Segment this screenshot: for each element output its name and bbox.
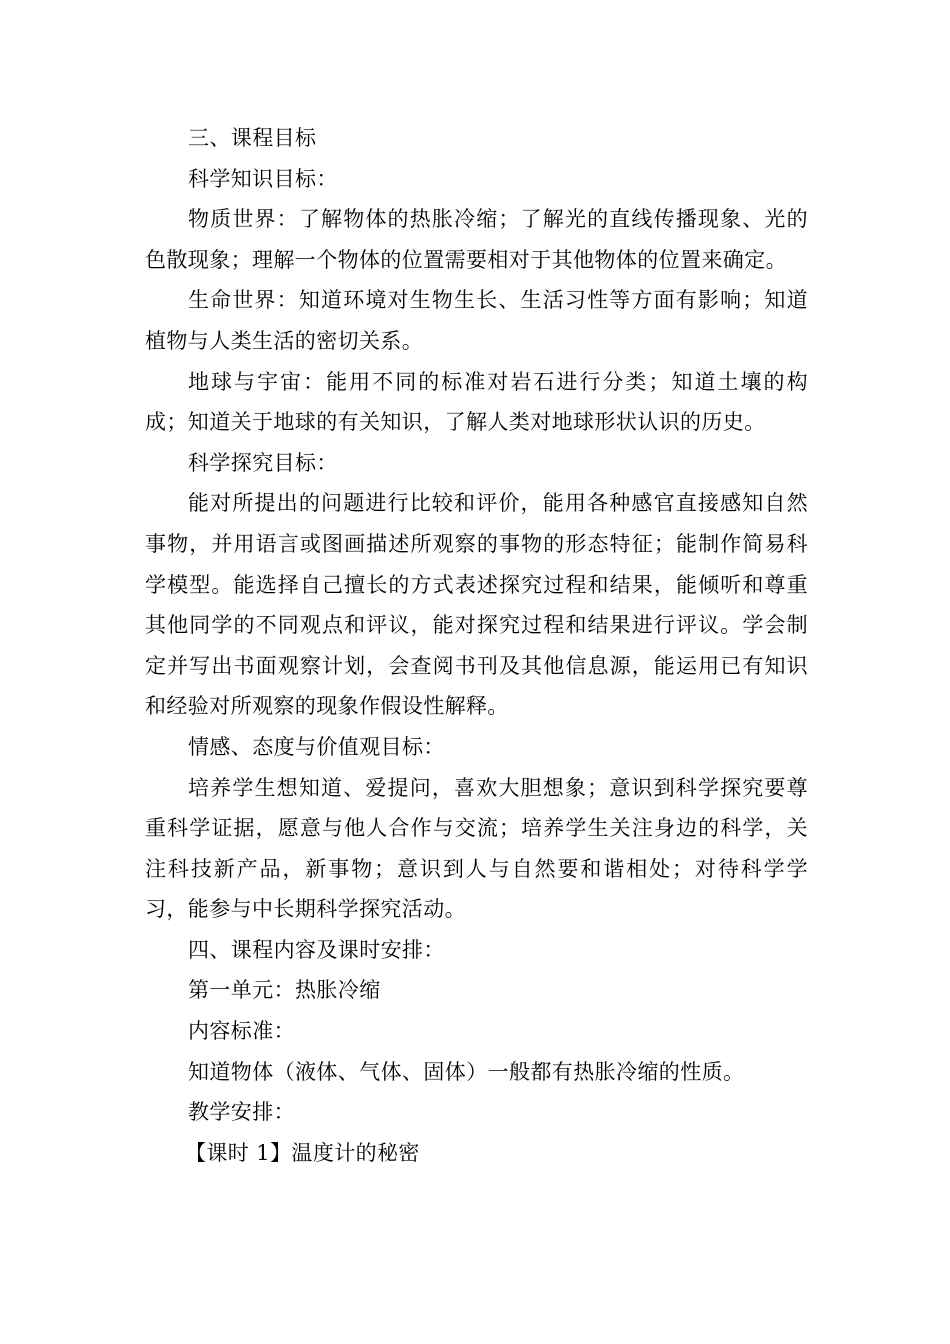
subheading-science-inquiry: 科学探究目标：	[188, 450, 338, 475]
subheading-content-standard: 内容标准：	[188, 1019, 295, 1044]
paragraph-earth-universe: 地球与宇宙：能用不同的标准对岩石进行分类；知道土壤的构成；知道关于地球的有关知识，了解人类对地球形状认识的历史。	[145, 369, 808, 435]
section-heading-course-goals: 三、课程目标	[188, 126, 317, 150]
lesson-title: 【课时 1】温度计的秘密	[185, 1140, 420, 1165]
unit-title: 第一单元：热胀冷缩	[188, 978, 381, 1003]
paragraph-inquiry-goals: 能对所提出的问题进行比较和评价，能用各种感官直接感知自然事物，并用语言或图画描述所观察的事物的形态特征；能制作简易科学模型。能选择自己擅长的方式表述探究过程和结果，能倾听和尊重其他同学的不同观点和评议，能对探究过程和结果进行评议。学会制定并写出书面观察计划，会查阅书刊及其他信息源，能运用已有知识和经验对所观察的现象作假设性解释。	[145, 491, 808, 719]
document-body	[145, 118, 808, 1173]
subheading-science-knowledge: 科学知识目标：	[188, 166, 338, 191]
paragraph-material-world: 物质世界：了解物体的热胀冷缩；了解光的直线传播现象、光的色散现象；理解一个物体的位置需要相对于其他物体的位置来确定。	[145, 207, 808, 272]
section-heading-course-content: 四、课程内容及课时安排：	[188, 937, 445, 962]
subheading-teaching-plan: 教学安排：	[188, 1100, 295, 1125]
paragraph-content-standard: 知道物体（液体、气体、固体）一般都有热胀冷缩的性质。	[188, 1059, 745, 1084]
paragraph-attitude-goals: 培养学生想知道、爱提问，喜欢大胆想象；意识到科学探究要尊重科学证据，愿意与他人合作与交流；培养学生关注身边的科学，关注科技新产品，新事物；意识到人与自然要和谐相处；对待科学学习，能参与中长期科学探究活动。	[145, 775, 808, 922]
subheading-attitude-values: 情感、态度与价值观目标：	[188, 734, 445, 759]
paragraph-life-world: 生命世界：知道环境对生物生长、生活习性等方面有影响；知道植物与人类生活的密切关系。	[145, 288, 808, 353]
